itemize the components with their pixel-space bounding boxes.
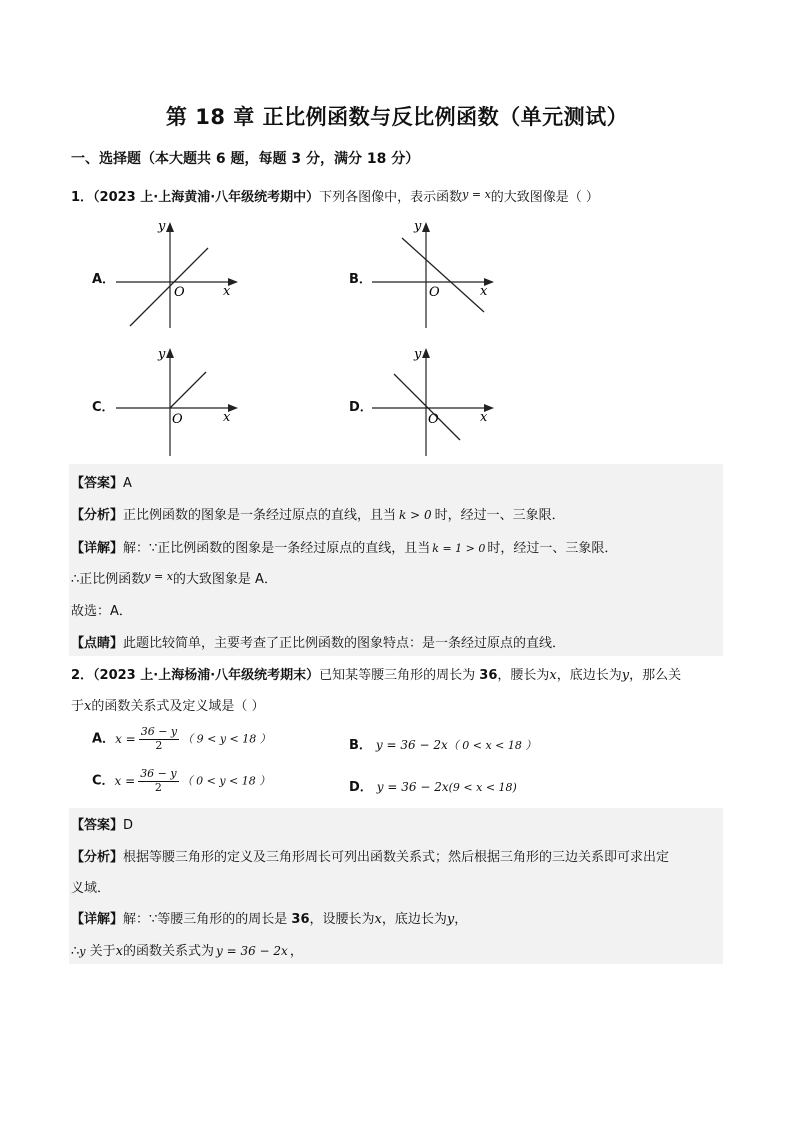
q2-answer-value: D xyxy=(123,818,134,833)
q2-option-b-label: B． xyxy=(349,738,372,753)
q2-option-a-fraction xyxy=(139,726,179,752)
fraction-denominator: 2 xyxy=(154,780,162,794)
origin-label: O xyxy=(429,285,440,300)
q1-comment-text: 此题比较简单，主要考查了正比例函数的图象特点：是一条经过原点的直线． xyxy=(123,636,566,651)
axis-x-label: x xyxy=(480,284,488,299)
q1-detail xyxy=(71,537,617,556)
q2-option-c xyxy=(92,768,270,794)
q1-option-a-label: A． xyxy=(92,272,116,287)
q1-choose: 故选：A． xyxy=(71,604,132,619)
q2-stem2-after: 的函数关系式及定义域是（ ） xyxy=(91,699,265,714)
q1-detail-cond: k = 1 > 0 xyxy=(432,542,486,555)
q2-option-d-label: D． xyxy=(349,780,373,795)
q2-stem1-num: 36 xyxy=(479,668,498,683)
q1-stem-before: 下列各图像中，表示函数 xyxy=(319,190,463,205)
q1-comment-tag: 【点睛】 xyxy=(71,636,124,651)
q1-analysis xyxy=(71,504,565,523)
q1-func: y = x xyxy=(462,188,491,201)
q1-analysis-after: 时，经过一、三象限． xyxy=(434,508,565,523)
q2-option-d xyxy=(349,776,517,795)
q2-stem1-before: 已知某等腰三角形的周长为 xyxy=(319,668,480,683)
q1-option-a-graph xyxy=(110,214,250,334)
q1-answer-value: A xyxy=(123,476,132,491)
q2-stem-line1 xyxy=(71,664,681,683)
section-heading: 一、选择题（本大题共 6 题，每题 3 分，满分 18 分） xyxy=(71,151,420,167)
q2-detail-after: ， xyxy=(454,912,468,927)
q2-detail-mid: ，设腰长为 xyxy=(309,912,375,927)
q2-detail xyxy=(71,908,467,927)
q2-option-a-label: A． xyxy=(92,731,116,747)
axis-y-label: y xyxy=(158,219,166,234)
q2-stem1-after: ，那么关 xyxy=(629,668,682,683)
q1-analysis-before: 正比例函数的图象是一条经过原点的直线，且当 xyxy=(123,508,397,523)
q2-analysis-line1 xyxy=(71,846,669,865)
q1-answer xyxy=(71,472,132,491)
q2-answer-tag: 【答案】 xyxy=(71,818,124,833)
axis-x-label: x xyxy=(223,284,231,299)
q2-analysis-tag: 【分析】 xyxy=(71,850,124,865)
q2-detail2-mid: 关于 xyxy=(85,944,116,959)
q2-detail2-before: ∴ xyxy=(71,944,80,959)
q2-detail-tag: 【详解】 xyxy=(71,912,124,927)
q1-detail-tag: 【详解】 xyxy=(71,541,124,556)
axis-y-label: y xyxy=(414,347,422,362)
q2-detail-before: 解：∵等腰三角形的的周长是 xyxy=(123,912,292,927)
q2-option-c-fraction xyxy=(138,768,178,794)
q1-detail2-after: 的大致图象是 A． xyxy=(172,572,277,587)
q2-detail-mid2: ，底边长为 xyxy=(381,912,447,927)
q1-answer-block xyxy=(69,464,723,656)
axis-y-label: y xyxy=(158,347,166,362)
axis-y-label: y xyxy=(414,219,422,234)
q2-detail2-mid2: 的函数关系式为 xyxy=(122,944,214,959)
q2-option-b-expr: y = 36 − 2x xyxy=(375,738,448,752)
q1-detail2-func: y = x xyxy=(144,570,173,583)
axis-x-label: x xyxy=(480,410,488,425)
q2-stem-line2 xyxy=(71,695,265,714)
q2-detail2-func: y = 36 − 2x xyxy=(216,944,288,958)
q2-detail-y: y xyxy=(446,912,455,927)
q2-option-d-domain: (9 < x < 18) xyxy=(448,781,517,794)
q1-option-c-graph xyxy=(110,342,250,462)
q1-detail-2 xyxy=(71,568,277,587)
fraction-numerator: 36 − y xyxy=(140,725,178,738)
q2-stem2-before: 于 xyxy=(71,699,85,714)
q2-stem1-x: x xyxy=(549,668,557,683)
q2-analysis-text1: 根据等腰三角形的定义及三角形周长可列出函数关系式；然后根据三角形的三边关系即可求出定 xyxy=(123,850,670,865)
q2-stem1-mid2: ，底边长为 xyxy=(556,668,622,683)
q2-option-c-domain: （ 0 < y < 18 ） xyxy=(181,774,271,788)
q2-detail2-after: ， xyxy=(289,944,303,959)
q2-stem1-y: y xyxy=(621,668,630,683)
q2-option-c-lhs: x = xyxy=(114,774,136,789)
q2-option-b-domain: （ 0 < x < 18 ） xyxy=(447,739,537,752)
q2-detail2-x: x xyxy=(115,944,123,959)
q2-stem2-x: x xyxy=(84,699,92,714)
q2-detail-2 xyxy=(71,940,303,959)
q1-source: （2023 上·上海黄浦·八年级统考期中） xyxy=(93,190,320,205)
q2-detail2-y: y xyxy=(79,945,86,958)
q2-option-c-label: C． xyxy=(92,773,115,789)
axis-x-label: x xyxy=(223,410,231,425)
origin-label: O xyxy=(428,412,439,427)
fraction-numerator: 36 − y xyxy=(140,767,177,780)
q1-option-d-graph xyxy=(366,342,506,462)
q2-source: （2023 上·上海杨浦·八年级统考期末） xyxy=(93,668,320,683)
q2-analysis-line2: 义域． xyxy=(71,881,111,896)
q1-detail-before: 解：∵正比例函数的图象是一条经过原点的直线，且当 xyxy=(123,541,431,556)
q1-stem xyxy=(71,186,599,205)
q2-option-b xyxy=(349,734,536,753)
q2-answer xyxy=(71,814,133,833)
q1-comment xyxy=(71,632,565,651)
q1-analysis-tag: 【分析】 xyxy=(71,508,124,523)
fraction-denominator: 2 xyxy=(155,738,163,752)
page-title: 第 18 章 正比例函数与反比例函数（单元测试） xyxy=(165,105,629,129)
q1-detail2-before: ∴正比例函数 xyxy=(71,572,145,587)
q1-option-b-label: B． xyxy=(349,272,372,287)
q1-option-b-graph xyxy=(366,214,506,334)
q2-number: 2． xyxy=(71,668,94,683)
q2-detail-num: 36 xyxy=(291,912,310,927)
q1-option-c-label: C． xyxy=(92,400,115,415)
q1-option-d-label: D． xyxy=(349,400,373,415)
q2-option-a-domain: （ 9 < y < 18 ） xyxy=(182,732,271,746)
q1-answer-tag: 【答案】 xyxy=(71,476,124,491)
q1-detail-after: 时，经过一、三象限． xyxy=(487,541,618,556)
q1-stem-after: 的大致图像是（ ） xyxy=(490,190,599,205)
q2-detail-x: x xyxy=(374,912,382,927)
q1-analysis-cond: k > 0 xyxy=(399,508,432,522)
q1-number: 1． xyxy=(71,190,94,205)
q2-option-a-lhs: x = xyxy=(115,732,136,747)
origin-label: O xyxy=(172,412,183,427)
q2-option-d-expr: y = 36 − 2x xyxy=(376,780,449,794)
q2-option-a xyxy=(92,726,271,752)
q2-stem1-mid: ，腰长为 xyxy=(497,668,550,683)
origin-label: O xyxy=(174,285,185,300)
